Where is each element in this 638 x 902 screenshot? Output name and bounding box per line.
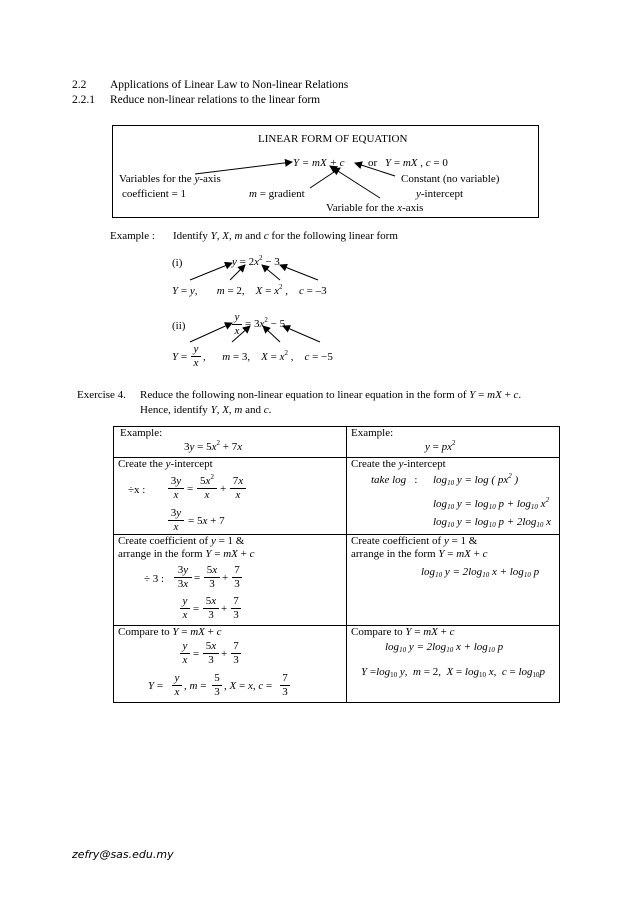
left-step3-cell <box>114 626 347 703</box>
right-step1-cell <box>347 458 560 535</box>
frac-7-3-2: $\frac{7}{3}$ <box>231 595 241 622</box>
arrow-i-c <box>280 265 318 280</box>
frac-3y-x: $\frac{3y}{x}$ <box>168 475 184 502</box>
frac-5x-3-3: $\frac{5x}{3}$ <box>203 640 219 667</box>
right-step2-cell <box>347 535 560 626</box>
arrow-to-c <box>355 163 395 176</box>
arrow-ii-Y <box>190 323 232 342</box>
section-number: 2.2 <box>72 79 87 91</box>
eq-5x-plus-7: = 5x + 7 <box>188 515 225 527</box>
example-label: Example : <box>110 230 155 242</box>
example-i-label: (i) <box>172 257 183 269</box>
left-step1-label: Create the y-intercept <box>118 458 213 470</box>
example-ii-answer: , m = 3, $X = x^2$ , c = −5 <box>203 349 333 363</box>
linear-equation-no-intercept: Y = mX , c = 0 <box>385 157 448 169</box>
right-step3-cell <box>347 626 560 703</box>
example-ii-Y: Y = <box>172 351 188 363</box>
frac-7-3: $\frac{7}{3}$ <box>232 564 242 591</box>
plus-sign-3: + <box>221 603 228 615</box>
var-x-label: Variable for the x-axis <box>326 202 424 214</box>
right-example-equation: $y = px^2$ <box>425 439 456 453</box>
plus-sign: + <box>220 483 227 495</box>
subsection-number: 2.2.1 <box>72 94 95 106</box>
example-instruction: Identify Y, X, m and c for the following linear form <box>173 230 398 242</box>
divide-x-label: ÷x : <box>128 484 146 496</box>
equals-sign-4: = <box>193 648 200 660</box>
frac-7x-x: $\frac{7x}{x}$ <box>230 475 246 502</box>
frac-3y-x-2: $\frac{3y}{x}$ <box>168 507 184 534</box>
log-step-3: $\log_{10} y = \log_{10} p + 2\log_{10}$ x <box>433 516 552 529</box>
example-i-answer: Y = y, m = 2, $X = x^2$ , c = –3 <box>172 283 327 297</box>
example-ii-equation: = $3x^2 - 5$ <box>245 316 286 330</box>
arrow-ii-c <box>283 326 320 342</box>
arrow-to-m <box>310 168 340 188</box>
frac-3y-3x: $\frac{3y}{3x}$ <box>174 564 192 591</box>
left-step2-cell <box>114 535 347 626</box>
section-title: Applications of Linear Law to Non-linear Relations <box>110 79 349 91</box>
plus-sign-4: + <box>221 648 228 660</box>
plus-sign-2: + <box>222 572 229 584</box>
frac-y-x: $\frac{y}{x}$ <box>180 595 190 622</box>
frac-5x2-x: $\frac{5x^2}{x}$ <box>197 475 217 502</box>
equals-sign-3: = <box>193 603 200 615</box>
exercise-line-2: Hence, identify Y, X, m and c. <box>140 404 272 416</box>
right-example-cell <box>347 427 560 458</box>
log-step-5: $\log_{10} y = 2\log_{10}$ $x + \log_{10} p$ <box>385 641 504 654</box>
left-step1-cell <box>114 458 347 535</box>
exercise-label: Exercise 4. <box>77 389 126 401</box>
or-text: or <box>368 157 378 169</box>
right-step2-line1: Create coefficient of y = 1 & <box>351 535 478 547</box>
box-heading: LINEAR FORM OF EQUATION <box>258 133 408 145</box>
exercise-line-1: Reduce the following non-linear equation to linear equation in the form of Y = mX + c. <box>140 389 522 401</box>
frac-7-3-3: $\frac{7}{3}$ <box>231 640 241 667</box>
arrow-i-Y <box>190 263 232 280</box>
log-step-4: $\log_{10} y = 2\log_{10}$ $x + \log_{10} p$ <box>421 566 540 579</box>
example-ii-Y-fraction: $\frac{y}{x}$ <box>191 343 201 370</box>
arrow-to-X <box>330 166 380 198</box>
exercise-table <box>113 426 560 703</box>
var-y-label: Variables for the y-axis <box>119 173 221 185</box>
final-Y-fraction: $\frac{y}{x}$ <box>172 672 182 699</box>
frac-y-x-2: $\frac{y}{x}$ <box>180 640 190 667</box>
frac-5x-3: $\frac{5x}{3}$ <box>204 564 220 591</box>
left-example-cell <box>114 427 347 458</box>
arrow-to-Y <box>195 162 292 174</box>
final-Y-label: Y = <box>148 680 164 692</box>
left-example-equation: $3y = 5x^2 + 7x$ <box>184 439 243 453</box>
log-step-1: $\log_{10} y = \log$ ( $px^2$ ) <box>433 472 519 487</box>
take-log-label: take log : <box>371 474 418 486</box>
gradient-label: m = gradient <box>249 188 305 200</box>
left-example-label: Example: <box>120 427 163 439</box>
linear-equation: Y = mX + c <box>293 157 345 169</box>
constant-label: Constant (no variable) <box>401 173 500 185</box>
left-step3-label: Compare to Y = mX + c <box>118 626 222 638</box>
right-step1-label: Create the y-intercept <box>351 458 446 470</box>
frac-5x-3-2: $\frac{5x}{3}$ <box>203 595 219 622</box>
equals-sign: = <box>187 483 194 495</box>
subsection-title: Reduce non-linear relations to the linear form <box>110 94 321 106</box>
log-step-2: $\log_{10} y = \log_{10} p + \log_{10} x^2$ <box>433 496 550 511</box>
right-step2-line2: arrange in the form Y = mX + c <box>351 548 488 560</box>
example-ii-label: (ii) <box>172 320 186 332</box>
right-step3-label: Compare to Y = mX + c <box>351 626 455 638</box>
final-m-label: , m = <box>184 680 207 692</box>
equals-sign-2: = <box>194 572 201 584</box>
yintercept-label: y-intercept <box>416 188 464 200</box>
final-c-fraction: $\frac{7}{3}$ <box>280 672 290 699</box>
example-i-equation: $y = 2x^2 - 3$ <box>232 254 280 268</box>
left-step2-line2: arrange in the form Y = mX + c <box>118 548 255 560</box>
final-m-fraction: $\frac{5}{3}$ <box>212 672 222 699</box>
final-X-c-label: , X = x, c = <box>224 680 273 692</box>
divide-3-label: ÷ 3 : <box>144 573 165 585</box>
example-ii-fraction: $\frac{y}{x}$ <box>232 311 242 338</box>
right-final-answer: $Y =\log_{10}$ y, m = 2, $X = \log_{10} x$, $c = \log_{10}p$ <box>361 666 546 679</box>
coefficient-label: coefficient = 1 <box>122 188 187 200</box>
left-step2-line1: Create coefficient of y = 1 & <box>118 535 245 547</box>
right-example-label: Example: <box>351 427 394 439</box>
footer-email: zefry@sas.edu.my <box>72 848 174 861</box>
